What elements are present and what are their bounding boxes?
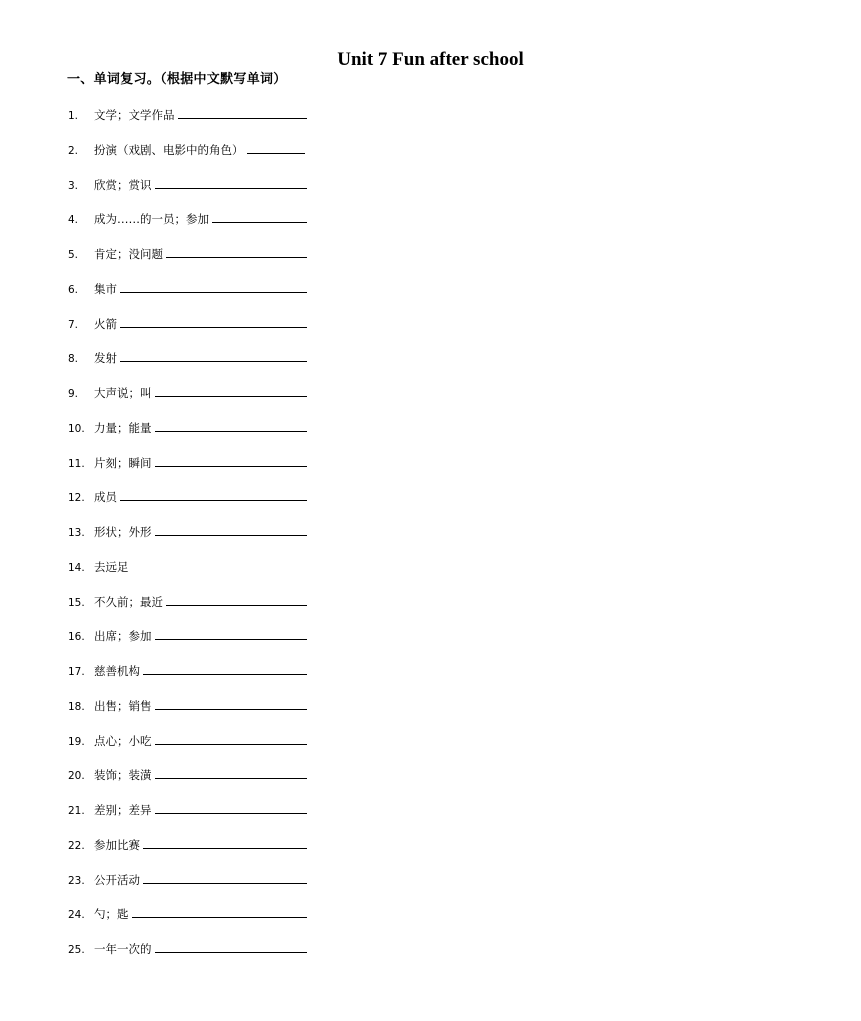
item-prompt: 文学；文学作品 (94, 108, 175, 122)
item-number: 10. (68, 422, 85, 435)
list-item (68, 384, 307, 402)
item-prompt: 成为……的一员；参加 (94, 212, 209, 227)
item-prompt: 慈善机构 (94, 664, 140, 678)
list-item (68, 558, 129, 576)
item-number: 16. (68, 631, 85, 644)
list-item (68, 523, 307, 541)
list-item (68, 836, 307, 854)
item-number: 17. (68, 666, 85, 678)
item-prompt: 肯定；没问题 (94, 247, 163, 261)
list-item (68, 454, 307, 472)
item-prompt: 点心；小吃 (94, 733, 152, 748)
item-prompt: 装饰；装潢 (94, 768, 152, 783)
list-item (68, 245, 307, 263)
list-item (68, 801, 307, 819)
item-number: 15. (68, 596, 85, 609)
item-prompt: 成员 (94, 490, 117, 505)
item-number: 14. (68, 561, 85, 574)
item-prompt: 形状；外形 (94, 525, 152, 539)
item-number: 12. (68, 492, 85, 505)
item-prompt: 片刻；瞬间 (94, 455, 152, 470)
answer-blank[interactable] (247, 141, 305, 154)
item-number: 5. (68, 249, 79, 261)
answer-blank[interactable] (155, 454, 308, 467)
list-item (68, 871, 307, 889)
item-number: 11. (68, 457, 85, 470)
item-number: 1. (68, 110, 79, 122)
item-number: 24. (68, 909, 85, 922)
item-prompt: 不久前；最近 (94, 594, 163, 609)
item-prompt: 大声说；叫 (94, 386, 152, 400)
item-prompt: 力量；能量 (94, 420, 152, 435)
list-item (68, 349, 307, 367)
answer-blank[interactable] (120, 280, 307, 293)
answer-blank[interactable] (155, 940, 308, 953)
item-number: 4. (68, 214, 79, 227)
answer-blank[interactable] (155, 697, 308, 710)
list-item (68, 627, 307, 645)
item-prompt: 集市 (94, 281, 117, 296)
answer-blank[interactable] (120, 349, 307, 362)
list-item (68, 940, 307, 958)
item-number: 8. (68, 353, 79, 366)
answer-blank[interactable] (143, 871, 307, 884)
answer-blank[interactable] (155, 384, 308, 397)
list-item (68, 106, 307, 124)
item-prompt: 发射 (94, 351, 117, 366)
section-heading: 一、单词复习。（根据中文默写单词） (67, 72, 287, 87)
list-item (68, 905, 307, 923)
item-number: 7. (68, 318, 79, 331)
item-prompt: 出席；参加 (94, 629, 152, 644)
answer-blank[interactable] (166, 245, 307, 258)
list-item (68, 315, 307, 333)
item-prompt: 参加比赛 (94, 837, 140, 852)
item-prompt: 勺；匙 (94, 907, 129, 922)
item-number: 20. (68, 770, 85, 783)
list-item (68, 419, 307, 437)
answer-blank[interactable] (212, 210, 307, 223)
answer-blank[interactable] (132, 905, 308, 918)
list-item (68, 141, 305, 159)
answer-blank[interactable] (166, 593, 307, 606)
list-item (68, 593, 307, 611)
item-number: 22. (68, 839, 85, 852)
page-title: Unit 7 Fun after school (337, 49, 524, 70)
answer-blank[interactable] (155, 627, 308, 640)
answer-blank[interactable] (120, 315, 307, 328)
list-item (68, 176, 307, 194)
list-item (68, 732, 307, 750)
answer-blank[interactable] (120, 488, 307, 501)
answer-blank[interactable] (178, 106, 308, 119)
item-number: 23. (68, 874, 85, 887)
item-number: 25. (68, 944, 85, 956)
item-number: 21. (68, 805, 85, 817)
item-prompt: 火箭 (94, 316, 117, 331)
list-item (68, 488, 307, 506)
item-prompt: 欣赏；赏识 (94, 177, 152, 192)
item-number: 13. (68, 527, 85, 539)
answer-blank[interactable] (155, 801, 308, 814)
item-prompt: 一年一次的 (94, 942, 152, 956)
answer-blank[interactable] (155, 523, 308, 536)
item-number: 19. (68, 735, 85, 748)
list-item (68, 280, 307, 298)
item-prompt: 去远足 (94, 559, 129, 574)
list-item (68, 766, 307, 784)
answer-blank[interactable] (155, 176, 308, 189)
item-prompt: 扮演（戏剧、电影中的角色） (94, 142, 244, 157)
answer-blank[interactable] (155, 419, 308, 432)
item-prompt: 差别；差异 (94, 803, 152, 817)
answer-blank[interactable] (155, 766, 308, 779)
item-prompt: 公开活动 (94, 872, 140, 887)
list-item (68, 210, 307, 228)
item-number: 2. (68, 144, 79, 157)
item-number: 18. (68, 700, 85, 713)
list-item (68, 662, 307, 680)
answer-blank[interactable] (155, 732, 308, 745)
item-number: 6. (68, 283, 79, 296)
list-item (68, 697, 307, 715)
item-prompt: 出售；销售 (94, 698, 152, 713)
item-number: 3. (68, 179, 79, 192)
answer-blank[interactable] (143, 662, 307, 675)
item-number: 9. (68, 388, 79, 400)
answer-blank[interactable] (143, 836, 307, 849)
